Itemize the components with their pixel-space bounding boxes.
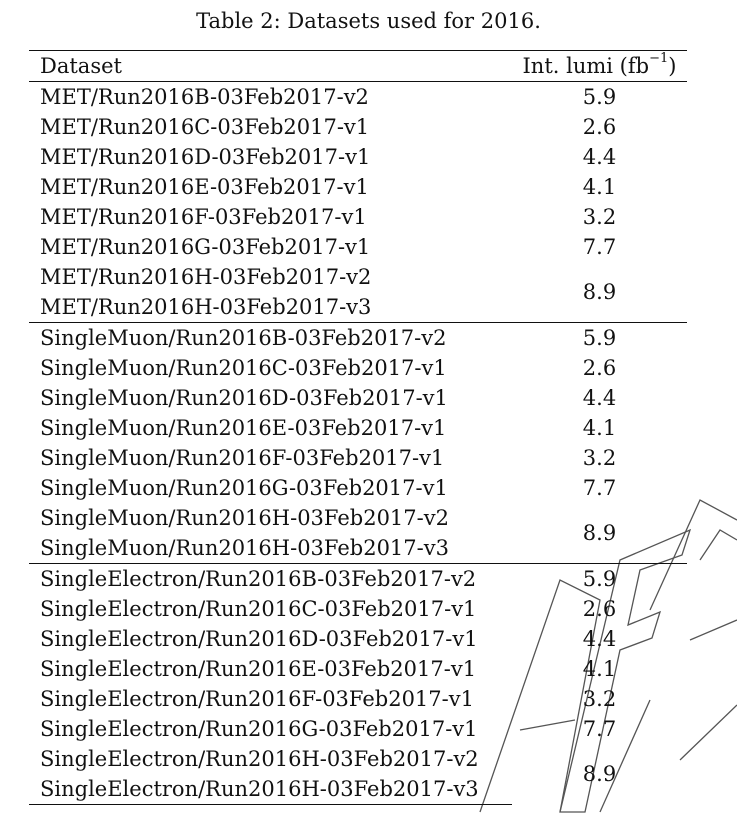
dataset-cell: MET/Run2016E-03Feb2017-v1 <box>40 175 369 199</box>
dataset-cell: SingleMuon/Run2016B-03Feb2017-v2 <box>29 323 512 354</box>
table-row <box>29 624 687 654</box>
group-singleelectron <box>29 564 687 805</box>
table-row <box>29 82 687 113</box>
dataset-cell: SingleMuon/Run2016E-03Feb2017-v1 <box>40 416 447 440</box>
dataset-cell: SingleElectron/Run2016H-03Feb2017-v3 <box>29 774 512 805</box>
lumi-cell: 4.1 <box>582 175 617 199</box>
dataset-cell: SingleElectron/Run2016C-03Feb2017-v1 <box>40 597 477 621</box>
lumi-cell: 7.7 <box>582 717 617 741</box>
dataset-cell: SingleElectron/Run2016D-03Feb2017-v1 <box>40 627 478 651</box>
header-int-lumi <box>512 51 687 82</box>
dataset-cell: SingleMuon/Run2016G-03Feb2017-v1 <box>40 476 448 500</box>
dataset-cell: SingleElectron/Run2016F-03Feb2017-v1 <box>40 687 474 711</box>
header-lumi-suffix: ) <box>668 54 677 78</box>
header-lumi-unit: fb <box>627 54 650 78</box>
dataset-cell: MET/Run2016F-03Feb2017-v1 <box>40 205 367 229</box>
group-met <box>29 82 687 323</box>
lumi-cell: 7.7 <box>582 476 617 500</box>
table-row <box>29 323 687 354</box>
table-row <box>29 172 687 202</box>
lumi-cell: 8.9 <box>582 280 617 304</box>
dataset-cell: SingleMuon/Run2016F-03Feb2017-v1 <box>40 446 445 470</box>
dataset-cell: MET/Run2016H-03Feb2017-v3 <box>40 295 372 319</box>
table-row <box>29 594 687 624</box>
table-row <box>29 112 687 142</box>
lumi-cell: 5.9 <box>582 85 617 109</box>
table-row <box>29 564 687 595</box>
table-row <box>29 353 687 383</box>
table-row <box>29 744 687 774</box>
group-singlemuon <box>29 323 687 564</box>
lumi-cell: 4.1 <box>582 416 617 440</box>
table-row <box>29 413 687 443</box>
lumi-cell: 4.4 <box>582 627 617 651</box>
lumi-cell: 3.2 <box>582 687 617 711</box>
table-row <box>29 202 687 232</box>
lumi-cell: 3.2 <box>582 446 617 470</box>
table-row <box>29 473 687 503</box>
lumi-cell: 5.9 <box>512 564 687 595</box>
lumi-cell: 4.4 <box>582 145 617 169</box>
table-row <box>29 262 687 292</box>
datasets-table <box>29 50 687 805</box>
dataset-cell: SingleElectron/Run2016G-03Feb2017-v1 <box>40 717 478 741</box>
dataset-cell: SingleMuon/Run2016H-03Feb2017-v2 <box>40 506 449 530</box>
header-lumi-exp: −1 <box>649 51 669 66</box>
table-row <box>29 503 687 533</box>
dataset-cell: SingleElectron/Run2016B-03Feb2017-v2 <box>29 564 512 595</box>
lumi-cell: 4.4 <box>582 386 617 410</box>
table-row <box>29 232 687 262</box>
lumi-cell: 7.7 <box>582 235 617 259</box>
dataset-cell: MET/Run2016B-03Feb2017-v2 <box>40 85 369 109</box>
lumi-cell: 4.1 <box>582 657 617 681</box>
table-caption: Table 2: Datasets used for 2016. <box>196 9 541 33</box>
dataset-cell: MET/Run2016D-03Feb2017-v1 <box>40 145 371 169</box>
dataset-cell: SingleElectron/Run2016E-03Feb2017-v1 <box>40 657 477 681</box>
dataset-cell: SingleElectron/Run2016H-03Feb2017-v2 <box>40 747 479 771</box>
dataset-cell: SingleMuon/Run2016D-03Feb2017-v1 <box>40 386 448 410</box>
lumi-cell: 5.9 <box>512 323 687 354</box>
table-row <box>29 654 687 684</box>
lumi-cell: 8.9 <box>582 762 617 787</box>
datasets-table-container <box>29 50 687 805</box>
table-row <box>29 142 687 172</box>
dataset-cell: SingleMuon/Run2016C-03Feb2017-v1 <box>40 356 447 380</box>
dataset-cell: MET/Run2016C-03Feb2017-v1 <box>40 115 370 139</box>
table-row <box>29 383 687 413</box>
table-row <box>29 684 687 714</box>
header-dataset: Dataset <box>29 51 512 82</box>
lumi-cell: 3.2 <box>582 205 617 229</box>
lumi-cell: 2.6 <box>582 115 617 139</box>
lumi-cell: 2.6 <box>582 597 617 621</box>
dataset-cell: MET/Run2016H-03Feb2017-v2 <box>40 265 372 289</box>
lumi-cell: 2.6 <box>582 356 617 380</box>
table-row <box>29 714 687 744</box>
header-lumi-prefix: Int. lumi ( <box>522 54 628 78</box>
table-header-row <box>29 51 687 82</box>
lumi-cell: 8.9 <box>582 521 617 545</box>
dataset-cell: SingleMuon/Run2016H-03Feb2017-v3 <box>40 536 449 560</box>
table-row <box>29 443 687 473</box>
dataset-cell: MET/Run2016G-03Feb2017-v1 <box>40 235 371 259</box>
